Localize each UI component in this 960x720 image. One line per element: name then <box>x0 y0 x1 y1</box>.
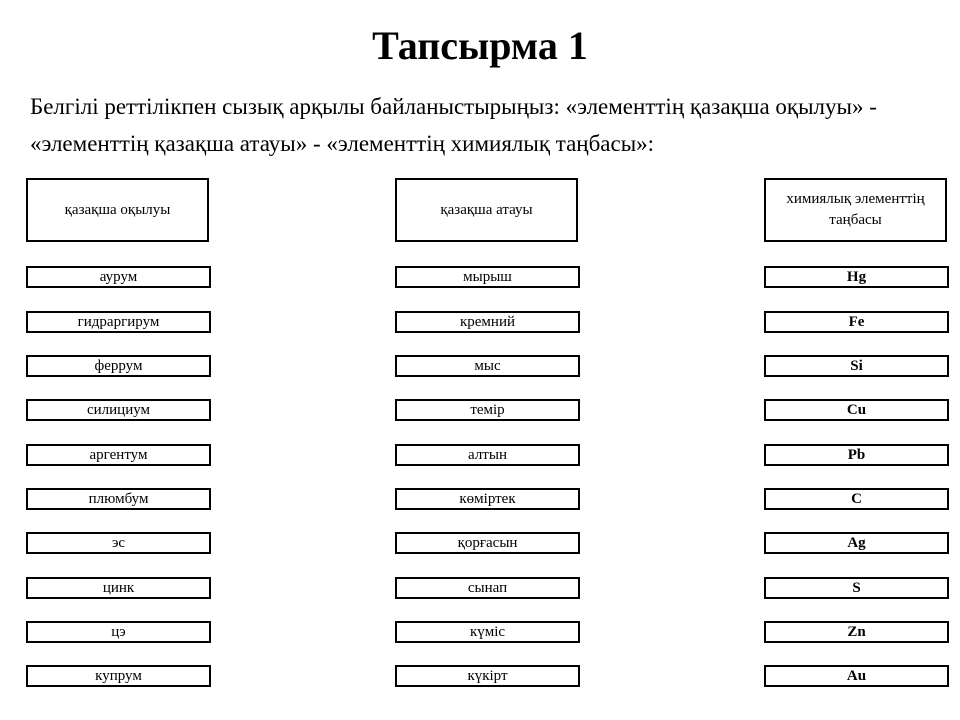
symbol-item[interactable]: Au <box>764 665 949 687</box>
reading-item[interactable]: купрум <box>26 665 211 687</box>
symbol-item[interactable]: Fe <box>764 311 949 333</box>
reading-item[interactable]: эс <box>26 532 211 554</box>
reading-item[interactable]: силициум <box>26 399 211 421</box>
reading-item[interactable]: феррум <box>26 355 211 377</box>
symbol-item[interactable]: S <box>764 577 949 599</box>
symbol-item[interactable]: Hg <box>764 266 949 288</box>
symbol-item[interactable]: Zn <box>764 621 949 643</box>
name-item[interactable]: қорғасын <box>395 532 580 554</box>
symbol-item[interactable]: Cu <box>764 399 949 421</box>
name-item[interactable]: темір <box>395 399 580 421</box>
name-item[interactable]: мырыш <box>395 266 580 288</box>
name-item[interactable]: сынап <box>395 577 580 599</box>
reading-item[interactable]: цэ <box>26 621 211 643</box>
symbol-item[interactable]: Si <box>764 355 949 377</box>
name-item[interactable]: көміртек <box>395 488 580 510</box>
name-item[interactable]: мыс <box>395 355 580 377</box>
page-title: Тапсырма 1 <box>372 23 588 68</box>
name-item[interactable]: алтын <box>395 444 580 466</box>
reading-item[interactable]: аргентум <box>26 444 211 466</box>
symbol-item[interactable]: C <box>764 488 949 510</box>
reading-item[interactable]: плюмбум <box>26 488 211 510</box>
column-header-symbol: химиялық элементтің таңбасы <box>764 178 947 242</box>
reading-item[interactable]: аурум <box>26 266 211 288</box>
column-header-name: қазақша атауы <box>395 178 578 242</box>
column-header-reading: қазақша оқылуы <box>26 178 209 242</box>
reading-item[interactable]: цинк <box>26 577 211 599</box>
name-item[interactable]: кремний <box>395 311 580 333</box>
symbol-item[interactable]: Ag <box>764 532 949 554</box>
symbol-item[interactable]: Pb <box>764 444 949 466</box>
name-item[interactable]: күкірт <box>395 665 580 687</box>
task-instruction: Белгілі реттілікпен сызық арқылы байланыстырыңыз: «элементтің қазақша оқылуы» - «элементтің қазақша атауы» - «элементтің химиялық таңбасы»: <box>30 94 877 156</box>
reading-item[interactable]: гидраргирум <box>26 311 211 333</box>
name-item[interactable]: күміс <box>395 621 580 643</box>
